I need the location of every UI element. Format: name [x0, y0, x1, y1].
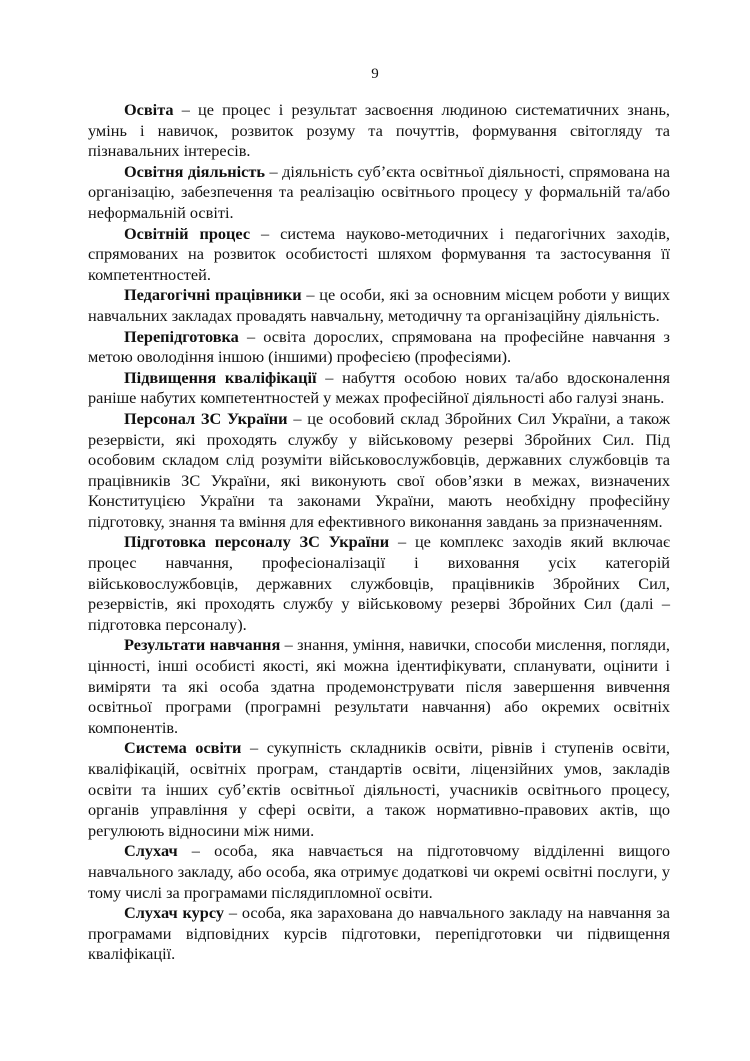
term: Система освіти	[124, 738, 242, 758]
term: Результати навчання	[124, 635, 281, 655]
definition: – це комплекс заходів який включає процес навчання, професіоналізації і виховання усіх категорій військовослужбовців, державних службовців, працівників Збройних Сил, резервістів, які проходять службу у військовому резерві Збройних Сил (далі – підготовка персоналу).	[88, 532, 670, 634]
definition: – це особовий склад Збройних Сил України, а також резервісти, які проходять службу у військовому резерві Збройних Сил. Під особовим складом слід розуміти військовослужбовців, державних службовців та працівників ЗС України, які виконують свої обов’язки в межах, визначених Конституцією України та законами України, мають необхідну професійну підготовку, знання та вміння для ефективного виконання завдань за призначенням.	[88, 408, 670, 531]
definition: – система науково-методичних і педагогічних заходів, спрямованих на розвиток особистості шляхом формування та застосування її компетентностей.	[88, 223, 670, 284]
definition: – знання, уміння, навички, способи мислення, погляди, цінності, інші особисті якості, які можна ідентифікувати, спланувати, оцінити і виміряти та які особа здатна продемонструвати після завершення вивчення освітньої програми (програмні результати навчання) або окремих освітніх компонентів.	[88, 635, 670, 737]
term: Персонал ЗС України	[124, 408, 288, 428]
glossary-entry-personal-zsu	[88, 409, 670, 533]
term: Слухач курсу	[124, 903, 224, 923]
definition: – діяльність суб’єкта освітньої діяльності, спрямована на організацію, забезпечення та реалізацію освітнього процесу у формальній та/або неформальній освіті.	[88, 161, 670, 222]
term: Освітня діяльність	[124, 161, 265, 181]
glossary-entry-osvitnii-protses	[88, 224, 670, 286]
glossary-entry-systema-osvity	[88, 738, 670, 841]
definition: – особа, яка зарахована до навчального закладу на навчання за програмами відповідних курсів підготовки, перепідготовки чи підвищення кваліфікації.	[88, 903, 671, 964]
glossary-entry-pedahohichni-pratsivnyky	[88, 285, 670, 326]
definition: – набуття особою нових та/або вдосконалення раніше набутих компетентностей у межах професійної діяльності або галузі знань.	[88, 367, 670, 408]
glossary-entry-pidvyshchennia-kvalifikatsii	[88, 368, 670, 409]
glossary-entry-pidhotovka-personalu	[88, 532, 670, 635]
glossary-entry-perepidhotovka	[88, 327, 670, 368]
glossary-entry-osvitnia-diialnist	[88, 162, 670, 224]
term: Перепідготовка	[124, 326, 239, 346]
term: Освіта	[124, 100, 174, 119]
term: Освітній процес	[124, 223, 251, 243]
glossary-body	[88, 100, 670, 965]
definition: – особа, яка навчається на підготовчому відділенні вищого навчального закладу, або особа, яка отримує додаткові чи окремі освітні послуги, у тому числі за програмами післядипломної освіти.	[88, 841, 670, 902]
glossary-entry-osvita	[88, 100, 670, 162]
term: Підвищення кваліфікації	[124, 367, 317, 387]
page-number: 9	[371, 66, 379, 82]
term: Слухач	[124, 841, 178, 861]
glossary-entry-slukhach	[88, 841, 670, 903]
definition: – це особи, які за основним місцем роботи у вищих навчальних закладах провадять навчальну, методичну та організаційну діяльність.	[88, 285, 670, 325]
definition: – це процес і результат засвоєння людиною систематичних знань, умінь і навичок, розвиток розуму та почуттів, формування світогляду та пізнавальних інтересів.	[88, 100, 670, 161]
glossary-entry-slukhach-kursu	[88, 903, 670, 965]
term: Підготовка персоналу ЗС України	[124, 532, 390, 552]
glossary-entry-rezultaty-navchannia	[88, 635, 670, 738]
definition: – сукупність складників освіти, рівнів і ступенів освіти, кваліфікацій, освітніх програм, стандартів освіти, ліцензійних умов, закладів освіти та інших суб’єктів освітньої діяльності, учасників освітнього процесу, органів управління у сфері освіти, а також нормативно-правових актів, що регулюють відносини між ними.	[88, 738, 671, 840]
term: Педагогічні працівники	[124, 285, 302, 305]
definition: – освіта дорослих, спрямована на професійне навчання з метою оволодіння іншою (іншими) професією (професіями).	[88, 326, 670, 367]
